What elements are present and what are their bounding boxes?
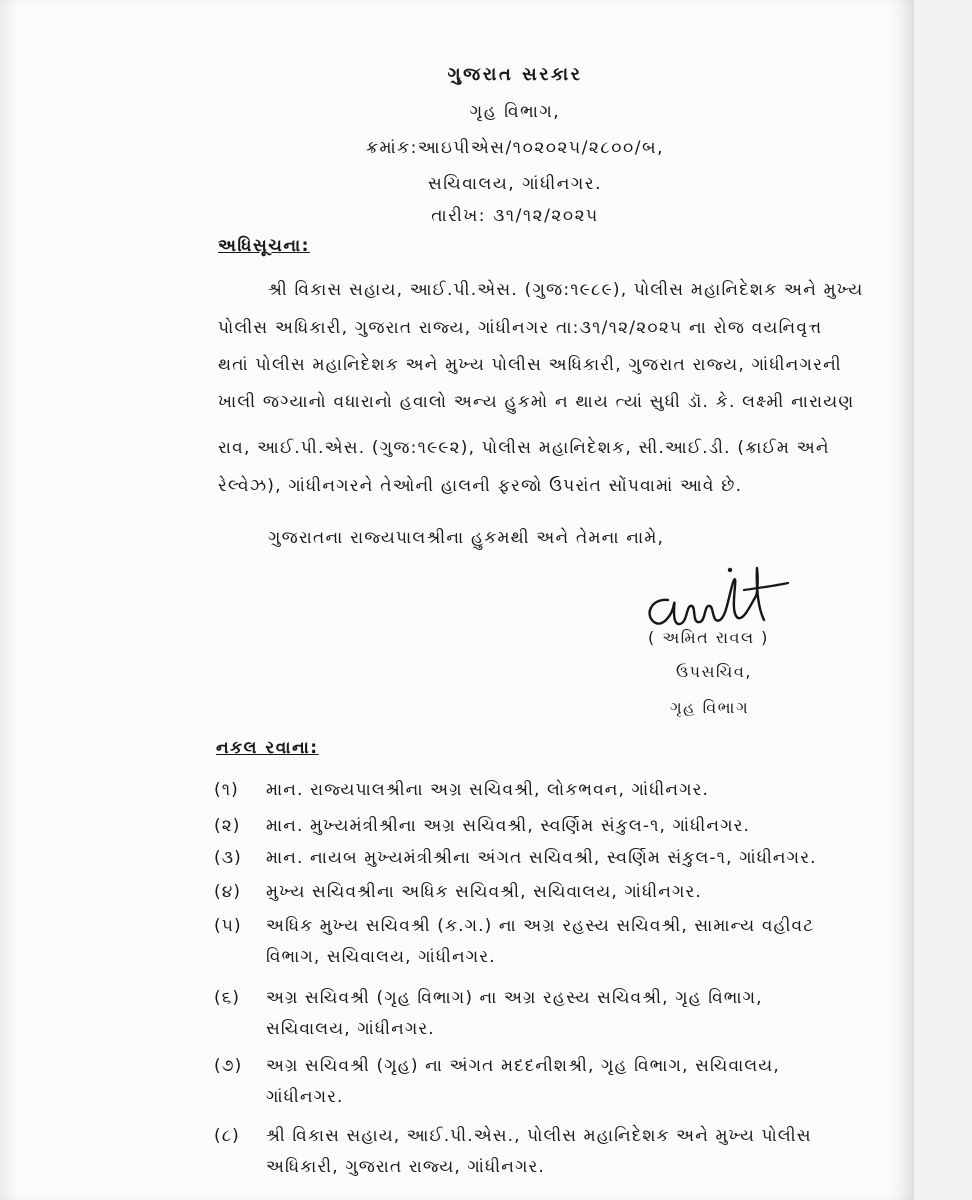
copy-item-line-1: માન. મુખ્યમંત્રીશ્રીના અગ્ર સચિવશ્રી, સ્વર્ણિમ સંકુલ-૧, ગાંધીનગર. <box>266 816 751 836</box>
copy-item-text <box>266 1126 811 1177</box>
copy-item-number: (૬) <box>214 988 241 1008</box>
copy-item-number: (૧) <box>214 780 239 800</box>
copy-item-number: (૨) <box>214 816 241 836</box>
copy-item-line-1: મુખ્ય સચિવશ્રીના અધિક સચિવશ્રી, સચિવાલય, ગાંધીનગર. <box>266 882 702 902</box>
notification-line-5: રાવ, આઈ.પી.એસ. (ગુજ:૧૯૯૨), પોલીસ મહાનિદેશક, સી.આઈ.ડી. (ક્રાઈમ અને <box>218 438 830 458</box>
copy-item-text <box>266 988 811 1039</box>
copy-item-text <box>266 848 817 868</box>
copy-item-number: (૫) <box>214 916 242 936</box>
copy-item-text <box>266 1056 811 1107</box>
copy-item-line-1: અગ્ર સચિવશ્રી (ગૃહ) ના અંગત મદદનીશશ્રી, ગૃહ વિભાગ, સચિવાલય, <box>266 1056 780 1076</box>
copy-item-text <box>266 882 811 902</box>
date-line: તારીખ: ૩૧/૧૨/૨૦૨૫ <box>431 206 599 226</box>
copy-item-text <box>266 816 811 836</box>
governor-order-line: ગુજરાતના રાજ્યપાલશ્રીના હુકમથી અને તેમના નામે, <box>268 528 665 548</box>
signatory-designation: ઉપસચિવ, <box>676 662 752 681</box>
copies-heading: નકલ રવાના: <box>216 738 319 758</box>
copy-item-number: (૮) <box>214 1126 240 1146</box>
copy-item-text <box>266 916 815 967</box>
notification-line-1: શ્રી વિકાસ સહાય, આઈ.પી.એસ. (ગુજ:૧૯૮૯), પોલીસ મહાનિદેશક અને મુખ્ય <box>268 280 864 300</box>
notification-heading: અધિસૂચના: <box>218 236 310 256</box>
copy-item-line-1: માન. રાજ્યપાલશ્રીના અગ્ર સચિવશ્રી, લોકભવન, ગાંધીનગર. <box>266 780 710 800</box>
signatory-department: ગૃહ વિભાગ <box>670 698 750 717</box>
copy-item-line-1: શ્રી વિકાસ સહાય, આઈ.પી.એસ., પોલીસ મહાનિદેશક અને મુખ્ય પોલીસ <box>266 1126 812 1146</box>
signatory-name: ( અમિત રાવલ ) <box>648 628 769 647</box>
notification-line-4: ખાલી જગ્યાનો વધારાનો હવાલો અન્ય હુકમો ન થાય ત્યાં સુધી ડૉ. કે. લક્ષ્મી નારાયણ <box>218 392 855 412</box>
copy-item-line-1: અધિક મુખ્ય સચિવશ્રી (ક.ગ.) ના અગ્ર રહસ્ય સચિવશ્રી, સામાન્ય વહીવટ <box>266 916 815 936</box>
copy-item-number: (૪) <box>214 882 242 902</box>
copy-item-line-2: સચિવાલય, ગાંધીનગર. <box>266 1019 435 1039</box>
notification-line-3: થતાં પોલીસ મહાનિદેશક અને મુખ્ય પોલીસ અધિકારી, ગુજરાત રાજ્ય, ગાંધીનગરની <box>218 355 842 375</box>
signature-image <box>640 556 790 636</box>
location-line: સચિવાલય, ગાંધીનગર. <box>428 174 602 194</box>
copy-item-number: (૩) <box>214 848 242 868</box>
notification-line-2: પોલીસ અધિકારી, ગુજરાત રાજ્ય, ગાંધીનગર તા:૩૧/૧૨/૨૦૨૫ ના રોજ વયનિવૃત્ત <box>218 318 823 338</box>
copy-item-line-2: વિભાગ, સચિવાલય, ગાંધીનગર. <box>266 947 496 967</box>
government-title: ગુજરાત સરકાર <box>447 64 583 85</box>
notification-line-6: રેલ્વેઝ), ગાંધીનગરને તેઓની હાલની ફરજો ઉપરાંત સોંપવામાં આવે છે. <box>218 476 743 496</box>
copy-item-line-1: માન. નાયબ મુખ્યમંત્રીશ્રીના અંગત સચિવશ્રી, સ્વર્ણિમ સંકુલ-૧, ગાંધીનગર. <box>266 848 817 868</box>
copy-item-text <box>266 780 811 800</box>
copy-item-line-2: ગાંધીનગર. <box>266 1087 344 1107</box>
reference-number: ક્રમાંક:આઇપીએસ/૧૦૨૦૨૫/૨૮૦૦/બ, <box>365 138 664 158</box>
copy-item-line-1: અગ્ર સચિવશ્રી (ગૃહ વિભાગ) ના અગ્ર રહસ્ય સચિવશ્રી, ગૃહ વિભાગ, <box>266 988 763 1008</box>
copy-item-number: (૭) <box>214 1056 243 1076</box>
copy-item-line-2: અધિકારી, ગુજરાત રાજ્ય, ગાંધીનગર. <box>266 1157 545 1177</box>
department-line: ગૃહ વિભાગ, <box>469 102 561 122</box>
